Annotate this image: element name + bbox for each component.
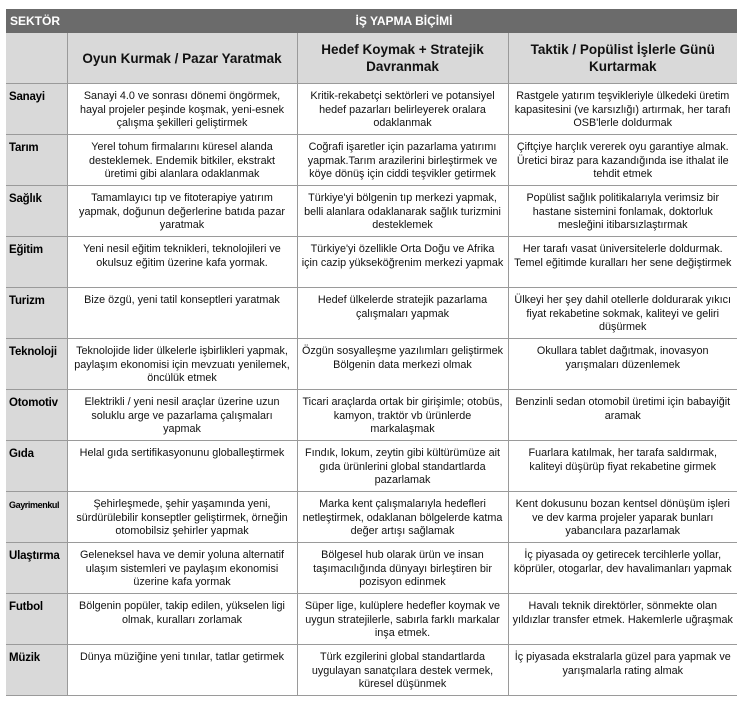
cell-tactical: Ülkeyi her şey dahil otellerle doldurarak yıkıcı fiyat rekabetine sokmak, kaliteyi ve geliri düşürmek <box>508 288 737 339</box>
cell-strategic: Hedef ülkelerde stratejik pazarlama çalışmaları yapmak <box>297 288 508 339</box>
cell-strategic: Özgün sosyalleşme yazılımları geliştirmek Bölgenin data merkezi olmak <box>297 339 508 390</box>
table-row <box>6 594 737 645</box>
cell-tactical: İç piyasada oy getirecek tercihlerle yollar, köprüler, otogarlar, dev havalimanları yapmak <box>508 543 737 594</box>
column-header-tactical: Taktik / Popülist İşlerle Günü Kurtarmak <box>508 33 737 84</box>
cell-tactical: Rastgele yatırım teşvikleriyle ülkedeki üretim kapasitesini (ve karsızlığı) artırmak, her tarafı OSB'lerle doldurmak <box>508 84 737 135</box>
cell-tactical: Havalı teknik direktörler, sönmekte olan yıldızlar transfer etmek. Hakemlerle uğraşmak <box>508 594 737 645</box>
cell-game-making: Tamamlayıcı tıp ve fitoterapiye yatırım yapmak, doğunun değerlerine batıda pazar yaratmak <box>67 186 297 237</box>
cell-game-making: Helal gıda sertifikasyonunu globalleştirmek <box>67 441 297 492</box>
sector-name: Tarım <box>6 135 67 186</box>
sector-name: Sağlık <box>6 186 67 237</box>
cell-game-making: Dünya müziğine yeni tınılar, tatlar getirmek <box>67 645 297 696</box>
cell-tactical: Çiftçiye harçlık vererek oyu garantiye almak. Üretici biraz para kazandığında ise ithalat ile tehdit etmek <box>508 135 737 186</box>
sector-name: Eğitim <box>6 237 67 288</box>
table-row <box>6 288 737 339</box>
cell-strategic: Marka kent çalışmalarıyla hedefleri netleştirmek, odaklanan bölgelerde katma değer artışı sağlamak <box>297 492 508 543</box>
cell-game-making: Bize özgü, yeni tatil konseptleri yaratmak <box>67 288 297 339</box>
cell-strategic: Türkiye'yi özellikle Orta Doğu ve Afrika için cazip yükseköğrenim merkezi yapmak <box>297 237 508 288</box>
approach-header: İŞ YAPMA BİÇİMİ <box>67 9 737 33</box>
table-row <box>6 339 737 390</box>
cell-strategic: Türkiye'yi bölgenin tıp merkezi yapmak, belli alanlara odaklanarak sağlık turizmini desteklemek <box>297 186 508 237</box>
sector-name: Otomotiv <box>6 390 67 441</box>
cell-tactical: İç piyasada ekstralarla güzel para yapmak ve yarışmalarla rating almak <box>508 645 737 696</box>
table-row <box>6 543 737 594</box>
table-row <box>6 186 737 237</box>
cell-game-making: Şehirleşmede, şehir yaşamında yeni, sürdürülebilir konseptler geliştirmek, örneğin otomobilsiz şehirler yapmak <box>67 492 297 543</box>
cell-game-making: Elektrikli / yeni nesil araçlar üzerine uzun soluklu arge ve pazarlama çalışmaları yapmak <box>67 390 297 441</box>
cell-tactical: Popülist sağlık politikalarıyla verimsiz bir hastane sistemini fonlamak, doktorluk mesleğini itibarsızlaştırmak <box>508 186 737 237</box>
sector-name: Sanayi <box>6 84 67 135</box>
business-approach-table-wrapper <box>6 9 737 696</box>
cell-tactical: Kent dokusunu bozan kentsel dönüşüm işleri ve dev karma projeler yaparak bunları yabancılara pazarlamak <box>508 492 737 543</box>
cell-strategic: Bölgesel hub olarak ürün ve insan taşımacılığında dünyayı birleştiren bir pozisyon edinmek <box>297 543 508 594</box>
cell-strategic: Türk ezgilerini global standartlarda uygulayan sanatçılara destek vermek, küresel düşünmek <box>297 645 508 696</box>
cell-strategic: Fındık, lokum, zeytin gibi kültürümüze ait gıda ürünlerini global standartlarda pazarlamak <box>297 441 508 492</box>
sector-name: Ulaştırma <box>6 543 67 594</box>
table-row <box>6 492 737 543</box>
table-row <box>6 645 737 696</box>
cell-game-making: Geleneksel hava ve demir yoluna alternatif ulaşım sistemleri ve paylaşım ekonomisi üzerine kafa yormak <box>67 543 297 594</box>
sector-name: Turizm <box>6 288 67 339</box>
cell-game-making: Teknolojide lider ülkelerle işbirlikleri yapmak, paylaşım ekonomisi için mevzuatı yenilemek, öncülük etmek <box>67 339 297 390</box>
cell-game-making: Bölgenin popüler, takip edilen, yükselen ligi olmak, kuralları zorlamak <box>67 594 297 645</box>
table-row <box>6 390 737 441</box>
sector-subheader-blank <box>6 33 67 84</box>
cell-strategic: Kritik-rekabetçi sektörleri ve potansiyel hedef pazarları belirleyerek oralara odaklanmak <box>297 84 508 135</box>
cell-strategic: Coğrafi işaretler için pazarlama yatırımı yapmak.Tarım arazilerini birleştirmek ve köye dönüş için ciddi teşvikler getirmek <box>297 135 508 186</box>
table-row <box>6 237 737 288</box>
cell-tactical: Okullara tablet dağıtmak, inovasyon yarışmaları düzenlemek <box>508 339 737 390</box>
sector-header: SEKTÖR <box>6 9 67 33</box>
column-header-game-making: Oyun Kurmak / Pazar Yaratmak <box>67 33 297 84</box>
cell-tactical: Her tarafı vasat üniversitelerle doldurmak. Temel eğitimde kuralları her sene değiştirmek <box>508 237 737 288</box>
sector-name: Futbol <box>6 594 67 645</box>
cell-game-making: Yeni nesil eğitim teknikleri, teknolojileri ve okulsuz eğitim üzerine kafa yormak. <box>67 237 297 288</box>
cell-strategic: Süper lige, kulüplere hedefler koymak ve uygun stratejilerle, sabırla farklı markalar inşa etmek. <box>297 594 508 645</box>
table-body <box>6 84 737 696</box>
sector-name: Gayrimenkul <box>6 492 67 543</box>
business-approach-table <box>6 9 737 696</box>
cell-tactical: Benzinli sedan otomobil üretimi için babayiğit aramak <box>508 390 737 441</box>
cell-game-making: Yerel tohum firmalarını küresel alanda desteklemek. Endemik bitkiler, ekstrakt üretimi gibi alanlara odaklanmak <box>67 135 297 186</box>
table-row <box>6 135 737 186</box>
sector-name: Gıda <box>6 441 67 492</box>
cell-tactical: Fuarlara katılmak, her tarafa saldırmak, kaliteyi düşürüp fiyat rekabetine girmek <box>508 441 737 492</box>
cell-strategic: Ticari araçlarda ortak bir girişimle; otobüs, kamyon, traktör vb ürünlerde markalaşmak <box>297 390 508 441</box>
column-header-strategic: Hedef Koymak + Stratejik Davranmak <box>297 33 508 84</box>
sector-name: Müzik <box>6 645 67 696</box>
cell-game-making: Sanayi 4.0 ve sonrası dönemi öngörmek, hayal projeler peşinde koşmak, yeni-esnek çalışma şekilleri geliştirmek <box>67 84 297 135</box>
sector-name: Teknoloji <box>6 339 67 390</box>
table-row <box>6 441 737 492</box>
table-row <box>6 84 737 135</box>
